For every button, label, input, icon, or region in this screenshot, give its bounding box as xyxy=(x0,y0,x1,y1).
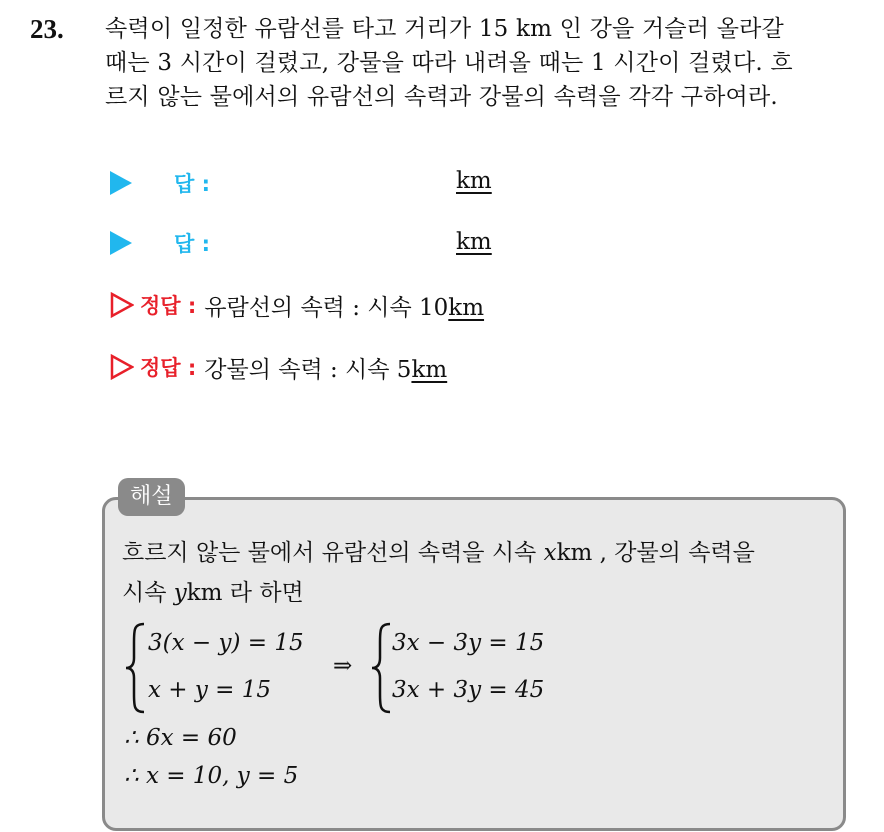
play-triangle-icon xyxy=(110,231,132,255)
correct-text xyxy=(204,351,447,384)
system1-eq1: 3(x − y) = 15 xyxy=(148,630,304,656)
outline-triangle-icon xyxy=(110,354,134,380)
left-brace-icon xyxy=(122,622,148,714)
variable-x: x xyxy=(543,540,557,566)
correct-value: 유람선의 속력 : 시속 10 xyxy=(204,294,449,321)
solution-line xyxy=(122,533,832,573)
correct-label: 정답 : xyxy=(140,294,197,318)
correct-row-1 xyxy=(110,285,484,325)
solution-line xyxy=(122,573,832,613)
answer-label: 답 : xyxy=(174,172,210,196)
play-triangle-icon xyxy=(110,171,132,195)
answer-label: 답 : xyxy=(174,232,210,256)
problem-text-line: 르지 않는 물에서의 유람선의 속력과 강물의 속력을 각각 구하여라. xyxy=(105,84,778,110)
system2-eq1: 3x − 3y = 15 xyxy=(392,630,545,656)
solution-text: km 라 하면 xyxy=(186,580,304,606)
left-brace-icon xyxy=(368,622,394,714)
problem-text-line: 속력이 일정한 유람선를 타고 거리가 15 km 인 강을 거슬러 올라갈 xyxy=(105,16,784,42)
answer-unit: km xyxy=(456,168,492,194)
implies-arrow: ⇒ xyxy=(333,653,353,679)
correct-value: 강물의 속력 : 시속 5 xyxy=(204,356,412,383)
system2-eq2: 3x + 3y = 45 xyxy=(392,677,545,703)
correct-unit: km xyxy=(448,294,485,321)
problem-number: 23. xyxy=(30,14,64,44)
answer-unit: km xyxy=(456,229,492,255)
correct-label: 정답 : xyxy=(140,356,197,380)
answer-row-2 xyxy=(110,223,210,263)
solution-intro xyxy=(122,533,832,613)
correct-text xyxy=(204,289,484,322)
correct-row-2 xyxy=(110,347,447,387)
solution-step: ∴ 6x = 60 xyxy=(124,725,237,751)
problem-text xyxy=(105,12,884,114)
solution-text: km , 강물의 속력을 xyxy=(556,540,755,566)
system1-eq2: x + y = 15 xyxy=(148,677,272,703)
solution-text: 흐르지 않는 물에서 유람선의 속력을 시속 xyxy=(122,540,537,566)
correct-unit: km xyxy=(411,356,448,383)
solution-text: 시속 xyxy=(122,580,167,606)
solution-step: ∴ x = 10, y = 5 xyxy=(124,763,299,789)
variable-y: y xyxy=(173,580,187,606)
outline-triangle-icon xyxy=(110,292,134,318)
problem-text-line: 때는 3 시간이 걸렸고, 강물을 따라 내려올 때는 1 시간이 걸렸다. 흐 xyxy=(105,50,793,76)
answer-row-1 xyxy=(110,163,210,203)
solution-tab: 해설 xyxy=(118,478,185,516)
